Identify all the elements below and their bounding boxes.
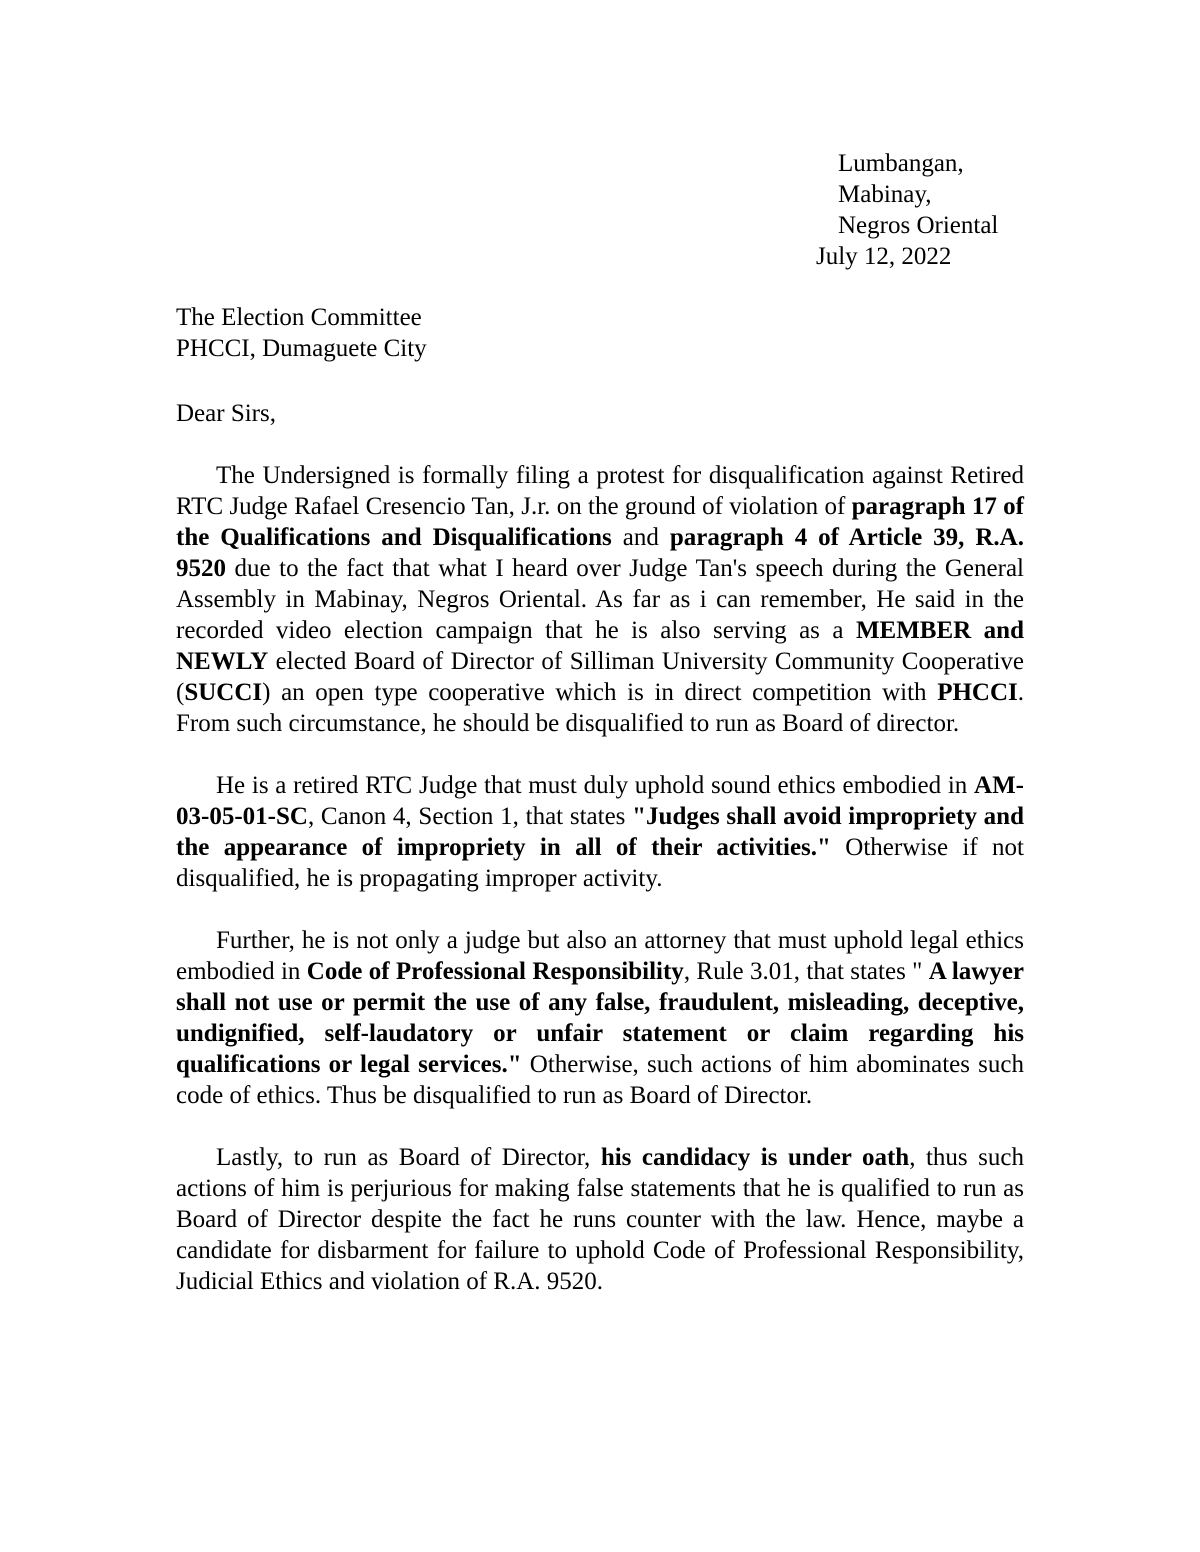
- bold-span: SUCCI: [184, 679, 263, 706]
- bold-span: paragraph 4 of Article 39, R.A. 9520: [176, 524, 1024, 582]
- letter-date: July 12, 2022: [816, 243, 952, 270]
- recipient-location: PHCCI, Dumaguete City: [176, 335, 427, 362]
- paragraph-protest: [176, 460, 1024, 739]
- salutation: Dear Sirs,: [176, 400, 276, 427]
- text-span: elected Board of Director of Silliman University Community Cooperative (: [176, 648, 1024, 706]
- text-span: He is a retired RTC Judge that must duly uphold sound ethics embodied in: [216, 772, 975, 799]
- sender-address: [816, 148, 999, 272]
- bold-span: Code of Professional Responsibility: [306, 958, 684, 985]
- recipient-block: [176, 302, 427, 364]
- bold-span: AM-03-05-01-SC: [176, 772, 1024, 830]
- recipient-name: The Election Committee: [176, 304, 422, 331]
- paragraph-judicial-ethics: [176, 770, 1024, 894]
- text-span: Otherwise, such actions of him abominates such code of ethics. Thus be disqualified to run as Board of Director.: [176, 1051, 1024, 1109]
- bold-span: PHCCI: [937, 679, 1018, 706]
- bold-span: A lawyer shall not use or permit the use of any false, fraudulent, misleading, deceptive, undignified, self-laudatory or unfair statement or claim regarding his qualifications or legal services.": [176, 958, 1025, 1078]
- paragraph-legal-ethics: [176, 925, 1024, 1111]
- bold-span: paragraph 17 of the Qualifications and Disqualifications: [176, 493, 1024, 551]
- address-line-province: Negros Oriental: [838, 212, 999, 239]
- letter-body: [176, 460, 1024, 1328]
- paragraph-conclusion: [176, 1142, 1024, 1297]
- bold-span: "Judges shall avoid impropriety and the appearance of impropriety in all of their activities.": [176, 803, 1024, 861]
- text-span: , Canon 4, Section 1, that states: [307, 803, 633, 830]
- text-span: and: [611, 524, 670, 551]
- text-span: ) an open type cooperative which is in direct competition with: [262, 679, 938, 706]
- bold-span: his candidacy is under oath: [600, 1144, 910, 1171]
- text-span: Otherwise if not disqualified, he is propagating improper activity.: [176, 834, 1024, 892]
- address-line-barangay: Lumbangan,: [838, 150, 964, 177]
- text-span: . From such circumstance, he should be disqualified to run as Board of director.: [176, 679, 1024, 737]
- text-span: , Rule 3.01, that states ": [683, 958, 929, 985]
- bold-span: MEMBER and NEWLY: [176, 617, 1024, 675]
- text-span: Lastly, to run as Board of Director,: [216, 1144, 601, 1171]
- text-span: due to the fact that what I heard over Judge Tan's speech during the General Assembly in Mabinay, Negros Oriental. As far as i can remember, He said in the recorded video election campaign that he is also serving as a: [176, 555, 1024, 644]
- address-line-municipality: Mabinay,: [838, 181, 932, 208]
- text-span: , thus such actions of him is perjurious for making false statements that he is qualified to run as Board of Director despite the fact he runs counter with the law. Hence, maybe a candidate for disbarment for failure to uphold Code of Professional Responsibility, Judicial Ethics and violation of R.A. 9520.: [176, 1144, 1024, 1295]
- text-span: Further, he is not only a judge but also an attorney that must uphold legal ethics embodied in: [176, 927, 1024, 985]
- text-span: The Undersigned is formally filing a protest for disqualification against Retired RTC Judge Rafael Cresencio Tan, J.r. on the ground of violation of: [176, 462, 1024, 520]
